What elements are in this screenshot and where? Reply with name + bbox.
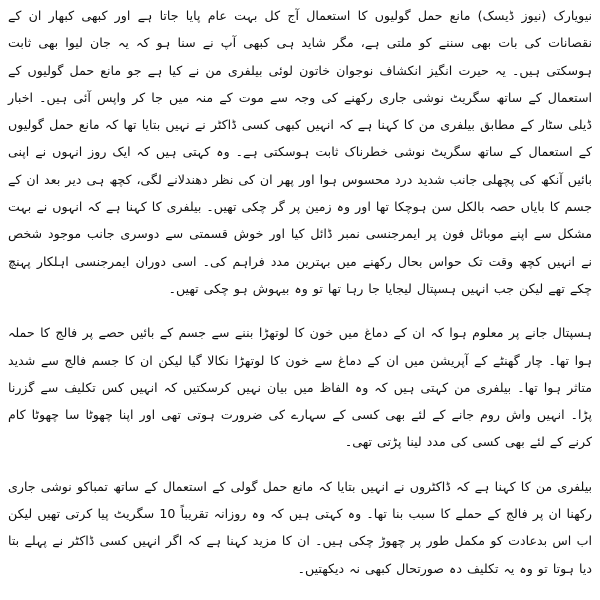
article-paragraph-2: ہسپتال جانے پر معلوم ہوا کہ ان کے دماغ میں خون کا لوتھڑا بننے سے جسم کے بائیں حصے پر فالج کا حملہ ہوا تھا۔ چار گھنٹے کے آپریشن میں ان کے دماغ سے خون کا لوتھڑا نکالا گیا لیکن ان کا جسم فالج سے شدید متاثر ہوا تھا۔ بیلفری من کہتی ہیں کہ وہ الفاظ میں بیان نہیں کرسکتیں کہ انہیں کس تکلیف سے گزرنا پڑا۔ انہیں واش روم جانے کے لئے بھی کسی کے سہارے کی ضرورت ہوتی تھی اور اپنا چھوٹا سا چھوٹا کام کرنے کے لئے بھی کسی کی مدد لینا پڑتی تھی۔: [8, 325, 592, 450]
article-paragraph-3: بیلفری من کا کہنا ہے کہ ڈاکٹروں نے انہیں بتایا کہ مانع حمل گولی کے استعمال کے ساتھ تمباکو نوشی جاری رکھنا ان پر فالج کے حملے کا سبب بنا تھا۔ وہ کہتی ہیں کہ وہ روزانہ تقریباً 10 سگریٹ پیا کرتی تھیں لیکن اب اس بدعادت کو مکمل طور پر چھوڑ چکی ہیں۔ ان کا مزید کہنا ہے کہ اگر انہیں کسی ڈاکٹر نے پہلے بتا دیا ہوتا تو وہ یہ تکلیف دہ صورتحال کبھی نہ دیکھتیں۔: [8, 478, 593, 576]
article-paragraph-1: نیویارک (نیوز ڈیسک) مانع حمل گولیوں کا استعمال آج کل بہت عام پایا جاتا ہے اور کبھی کبھار ان کے نقصانات کی بات بھی سننے کو ملتی ہے، مگر شاید ہی کبھی آپ نے سنا ہو کہ یہ جان لیوا بھی ثابت ہوسکتی ہیں۔ یہ حیرت انگیز انکشاف نوجوان خاتون لوئی بیلفری من نے کیا ہے جو مانع حمل گولیوں کے استعمال کے ساتھ سگریٹ نوشی جاری رکھنے کی وجہ سے موت کے منہ میں جا کر واپس آئی ہیں۔ اخبار ڈیلی سٹار کے مطابق بیلفری من کا کہنا ہے کہ انہیں کبھی کسی ڈاکٹر نے نہیں بتایا تھا کہ مانع حمل گولیوں کے استعمال کے ساتھ سگریٹ نوشی خطرناک ثابت ہوسکتی ہے۔ وہ کہتی ہیں کہ ایک روز انہوں نے اپنی بائیں آنکھ کی پچھلی جانب شدید درد محسوس ہوا اور پھر ان کی نظر دھندلانے لگی، کچھ ہی دیر بعد ان کے جسم کا بایاں حصہ بالکل سن ہوچکا تھا اور وہ زمین پر گر چکی تھیں۔ بیلفری کا کہنا ہے کہ انہوں نے بہت مشکل سے اپنے موبائل فون پر ایمرجنسی نمبر ڈائل کیا اور خوش قسمتی سے دوسری جانب موجود شخص نے انہیں کچھ وقت تک حواس بحال رکھنے میں بہترین مدد فراہم کی۔ اسی دوران ایمرجنسی اہلکار پہنچ چکے تھے لیکن جب انہیں ہسپتال لیجایا جا رہا تھا تو وہ بیہوش ہو چکی تھیں۔: [8, 8, 592, 296]
